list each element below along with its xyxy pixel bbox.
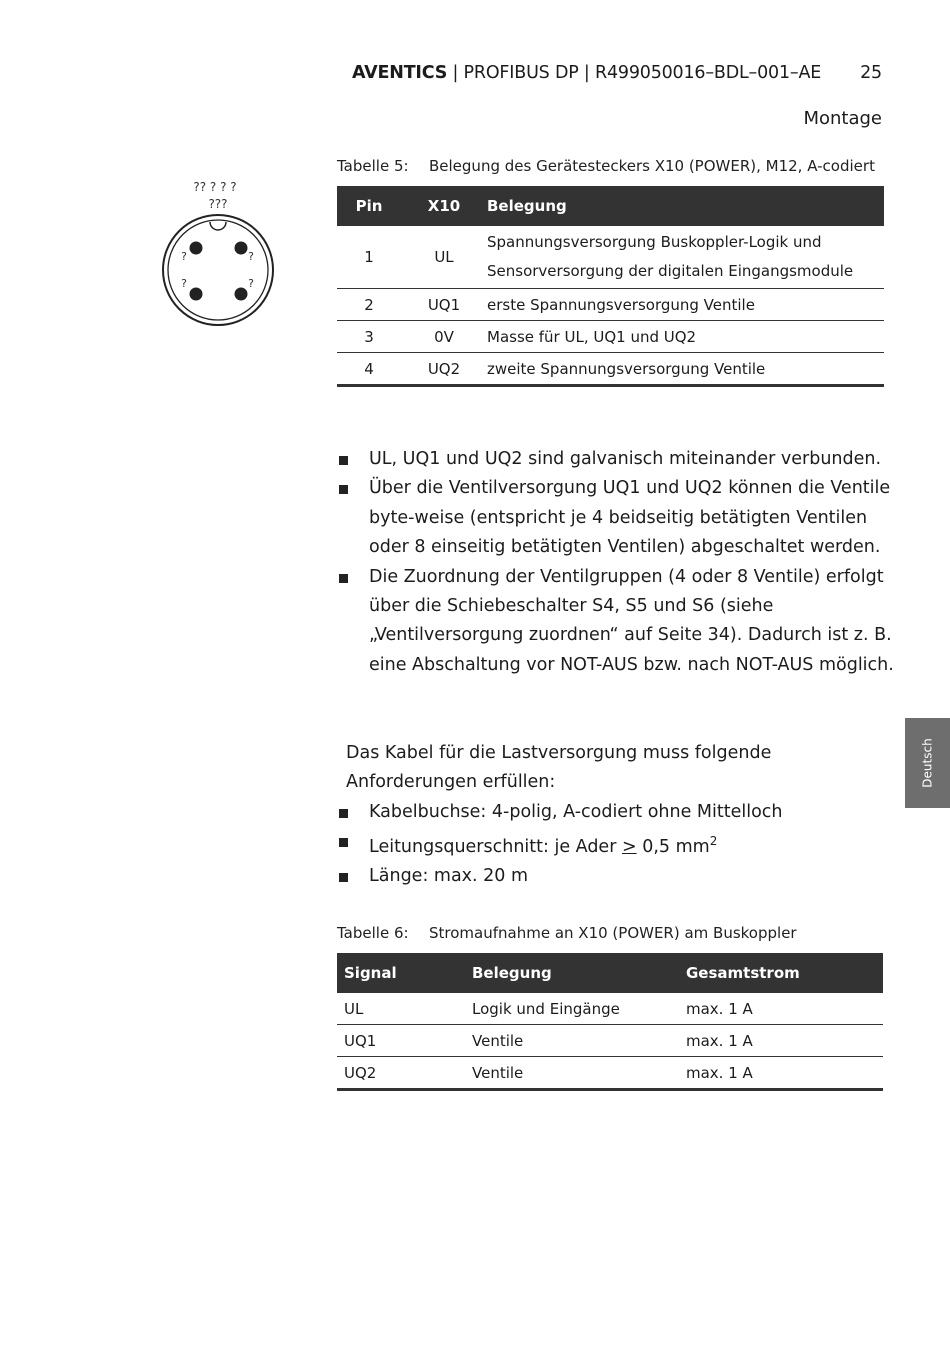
language-tab[interactable] [905, 718, 950, 808]
list-item: Kabelbuchse: 4-polig, A-codiert ohne Mittelloch [337, 798, 897, 827]
col-header-belegung: Belegung [472, 953, 686, 993]
belegung-cell: Ventile [472, 1025, 686, 1057]
pin-cell: 3 [337, 321, 401, 353]
table-row [337, 226, 884, 289]
table-row [337, 321, 884, 353]
cable-requirements-block [337, 739, 897, 892]
cross-section-exponent: 2 [709, 834, 718, 849]
table-row [337, 289, 884, 321]
belegung-cell: Masse für UL, UQ1 und UQ2 [487, 321, 884, 353]
connector-pin-label-2: ? [248, 250, 254, 263]
connector-pin-2 [235, 242, 248, 255]
signal-cell: UL [337, 993, 472, 1025]
table6-caption [337, 924, 797, 942]
col-header-x10: X10 [401, 186, 487, 226]
connector-inner-ring [168, 220, 268, 320]
pin-cell: 2 [337, 289, 401, 321]
table-row [337, 993, 883, 1025]
col-header-pin: Pin [337, 186, 401, 226]
signal-cell: UQ1 [337, 1025, 472, 1057]
language-tab-label: Deutsch [920, 738, 935, 788]
cable-requirements-intro: Das Kabel für die Lastversorgung muss folgende Anforderungen erfüllen: [346, 743, 772, 793]
belegung-cell: erste Spannungsversorgung Ventile [487, 289, 884, 321]
table6-caption-text: Stromaufnahme an X10 (POWER) am Buskoppler [429, 924, 797, 942]
section-title: Montage [803, 108, 882, 129]
belegung-line-1: Spannungsversorgung Buskoppler-Logik und [487, 233, 822, 251]
notes-list [337, 445, 897, 680]
table-header-row [337, 953, 883, 993]
connector-pin-label-3: ? [181, 277, 187, 290]
notes-block [337, 445, 897, 680]
list-item: Länge: max. 20 m [337, 862, 897, 891]
belegung-cell: Logik und Eingänge [472, 993, 686, 1025]
brand-name: AVENTICS [352, 63, 448, 83]
cable-requirements-list [337, 798, 897, 892]
belegung-line-2: Sensorversorgung der digitalen Eingangsmodule [487, 262, 854, 280]
table-row [337, 1025, 883, 1057]
table-row [337, 353, 884, 386]
list-item: Über die Ventilversorgung UQ1 und UQ2 können die Ventile byte-weise (entspricht je 4 beidseitig betätigten Ventilen oder 8 einseitig betätigten Ventilen) abgeschaltet werden. [337, 474, 897, 562]
table6-caption-label: Tabelle 6: [337, 924, 409, 942]
connector-label-1: ?? ? ? ? [193, 180, 237, 194]
list-item: Die Zuordnung der Ventilgruppen (4 oder 8 Ventile) erfolgt über die Schiebeschalter S4, S5 und S6 (siehe „Ventilversorgung zuordnen“ auf Seite 34). Dadurch ist z. B. eine Abschaltung vor NOT-AUS bzw. nach NOT-AUS möglich. [337, 563, 897, 681]
page-header [352, 63, 882, 83]
connector-label-2: ??? [208, 197, 228, 211]
list-item: UL, UQ1 und UQ2 sind galvanisch miteinander verbunden. [337, 445, 897, 474]
document-id: | PROFIBUS DP | R499050016–BDL–001–AE [447, 63, 822, 83]
table-row [337, 1057, 883, 1090]
connector-pin-label-4: ? [248, 277, 254, 290]
table5-caption [337, 157, 875, 175]
table5-caption-label: Tabelle 5: [337, 157, 409, 175]
x10-cell: UQ2 [401, 353, 487, 386]
signal-cell: UQ2 [337, 1057, 472, 1090]
cross-section-value: 0,5 mm [636, 837, 710, 858]
x10-cell: UL [401, 226, 487, 289]
connector-pin-1 [190, 242, 203, 255]
connector-outer-ring [163, 215, 273, 325]
col-header-belegung: Belegung [487, 186, 884, 226]
table5-caption-text: Belegung des Gerätesteckers X10 (POWER), M12, A-codiert [429, 157, 875, 175]
connector-pin-3 [190, 288, 203, 301]
table-header-row [337, 186, 884, 226]
col-header-gesamtstrom: Gesamtstrom [686, 953, 883, 993]
pin-cell: 1 [337, 226, 401, 289]
x10-cell: 0V [401, 321, 487, 353]
greater-equal-symbol: > [621, 837, 637, 858]
page-number: 25 [860, 63, 882, 83]
cross-section-label: Leitungsquerschnitt: je Ader [369, 837, 622, 858]
current-cell: max. 1 A [686, 993, 883, 1025]
pin-cell: 4 [337, 353, 401, 386]
m12-connector-diagram [160, 178, 280, 328]
list-item [337, 827, 897, 862]
col-header-signal: Signal [337, 953, 472, 993]
belegung-cell: Ventile [472, 1057, 686, 1090]
connector-pin-label-1: ? [181, 250, 187, 263]
current-cell: max. 1 A [686, 1025, 883, 1057]
belegung-cell [487, 226, 884, 289]
pin-assignment-table [337, 186, 884, 387]
current-consumption-table [337, 953, 883, 1091]
connector-key-notch [210, 222, 226, 230]
current-cell: max. 1 A [686, 1057, 883, 1090]
x10-cell: UQ1 [401, 289, 487, 321]
connector-pin-4 [235, 288, 248, 301]
belegung-cell: zweite Spannungsversorgung Ventile [487, 353, 884, 386]
